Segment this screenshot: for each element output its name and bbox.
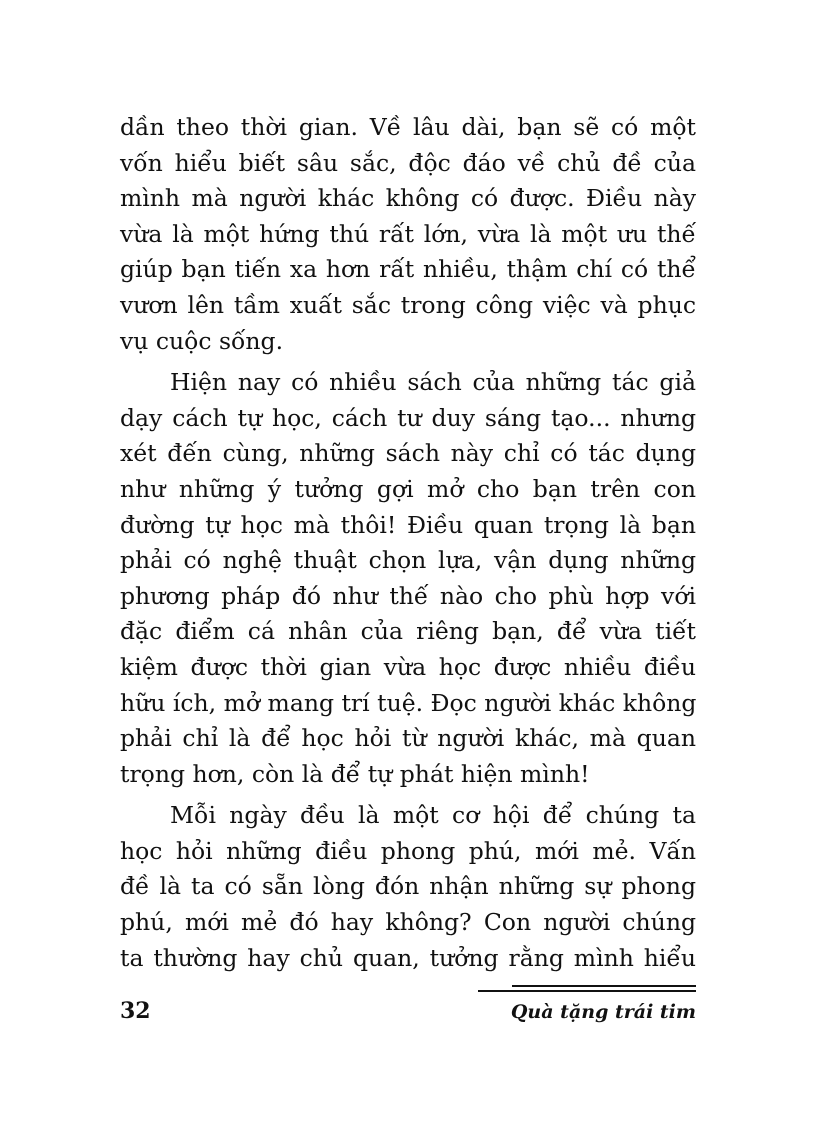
- text-line: phương pháp đó như thế nào cho phù hợp với: [120, 581, 696, 610]
- text-line: trọng hơn, còn là để tự phát hiện mình!: [120, 759, 590, 788]
- page-number: 32: [120, 998, 151, 1024]
- page-body: [120, 110, 696, 982]
- text-line: học hỏi những điều phong phú, mới mẻ. Vấn: [120, 836, 696, 865]
- footer-rule-thin: [512, 985, 696, 987]
- text-line: phú, mới mẻ đó hay không? Con người chúng: [120, 908, 696, 937]
- text-line: đặc điểm cá nhân của riêng bạn, để vừa tiết: [120, 617, 696, 646]
- text-line: vụ cuộc sống.: [120, 326, 284, 355]
- text-line: hữu ích, mở mang trí tuệ. Đọc người khác không: [120, 688, 697, 717]
- footer-rule-thick: [478, 990, 696, 992]
- text-line: phải có nghệ thuật chọn lựa, vận dụng những: [120, 546, 696, 575]
- text-line: dạy cách tự học, cách tư duy sáng tạo... nhưng: [120, 403, 696, 432]
- text-line: vươn lên tầm xuất sắc trong công việc và phục: [120, 290, 696, 319]
- paragraph-3: [120, 798, 696, 976]
- footer-divider: [478, 985, 696, 993]
- paragraph-1: [120, 110, 696, 359]
- text-line: như những ý tưởng gợi mở cho bạn trên con: [120, 474, 696, 503]
- text-line: giúp bạn tiến xa hơn rất nhiều, thậm chí có thể: [120, 255, 696, 284]
- running-book-title: Quà tặng trái tim: [510, 1001, 696, 1023]
- text-line: phải chỉ là để học hỏi từ người khác, mà quan: [120, 724, 696, 753]
- paragraph-2: [120, 365, 696, 792]
- text-line: mình mà người khác không có được. Điều này: [120, 184, 696, 213]
- text-line: vừa là một hứng thú rất lớn, vừa là một ưu thế: [120, 219, 696, 248]
- text-line: ta thường hay chủ quan, tưởng rằng mình hiểu: [120, 943, 696, 972]
- text-line: xét đến cùng, những sách này chỉ có tác dụng: [120, 439, 696, 468]
- text-line: Mỗi ngày đều là một cơ hội để chúng ta: [170, 801, 696, 830]
- text-line: vốn hiểu biết sâu sắc, độc đáo về chủ đề của: [120, 148, 696, 177]
- text-line: đề là ta có sẵn lòng đón nhận những sự phong: [120, 872, 696, 901]
- text-line: kiệm được thời gian vừa học được nhiều điều: [120, 652, 696, 681]
- text-line: đường tự học mà thôi! Điều quan trọng là bạn: [120, 510, 696, 539]
- text-line: dần theo thời gian. Về lâu dài, bạn sẽ có một: [120, 113, 696, 141]
- text-line: Hiện nay có nhiều sách của những tác giả: [170, 368, 696, 397]
